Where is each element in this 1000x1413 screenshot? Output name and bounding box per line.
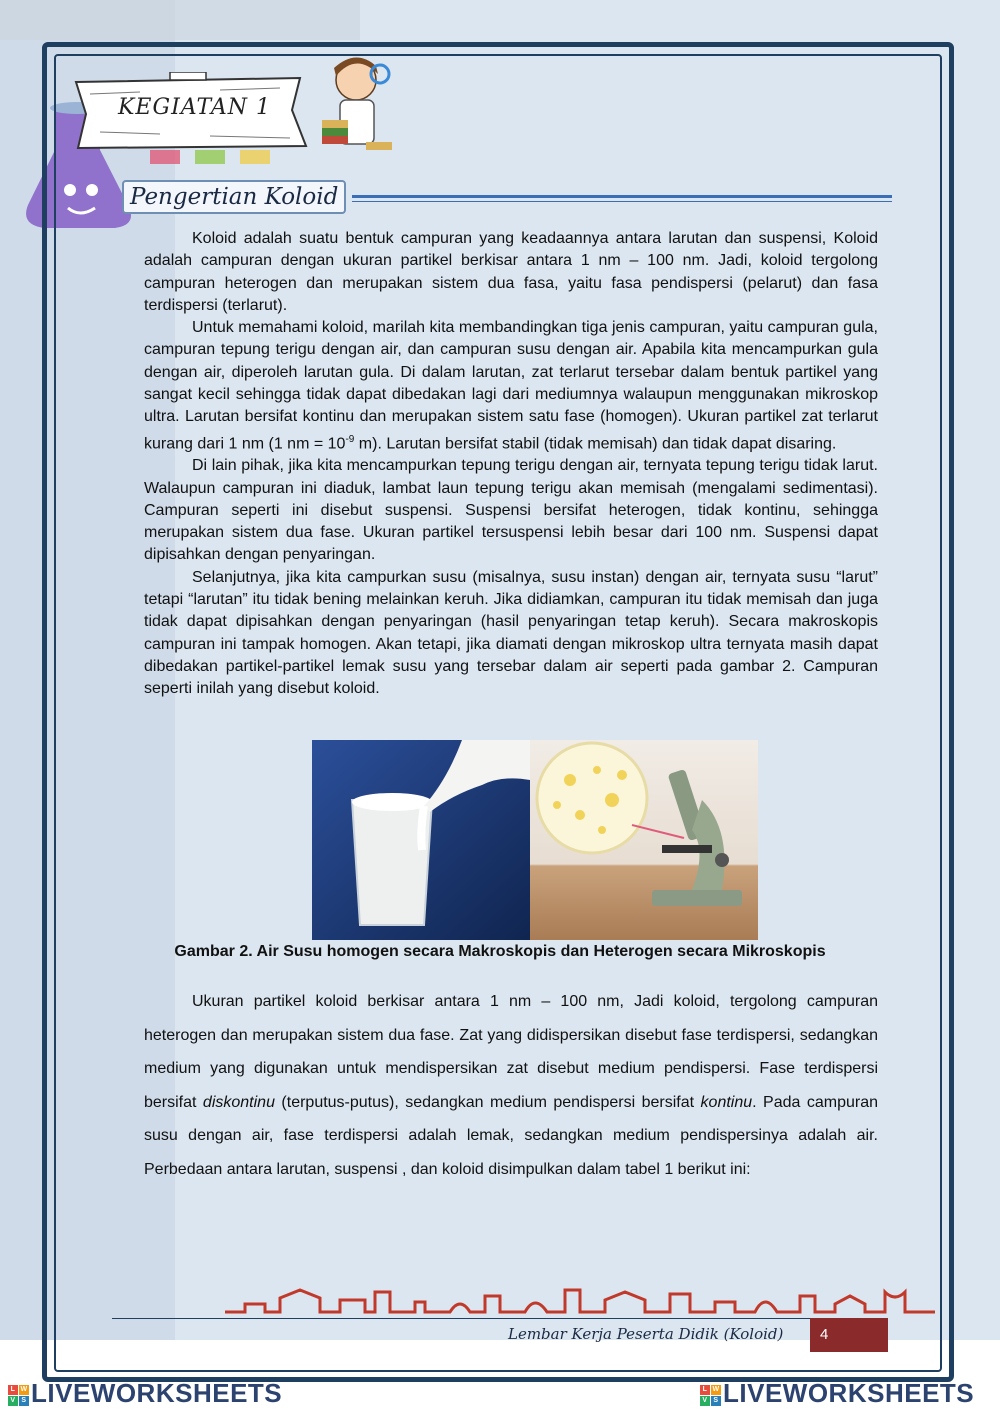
main-text (144, 228, 878, 701)
italic-term: diskontinu (202, 1093, 275, 1111)
footer-rule (112, 1318, 887, 1319)
paragraph-text: m). Larutan bersifat stabil (tidak memisah) dan tidak dapat disaring. (354, 435, 837, 452)
paragraph-text: (terputus-putus), sedangkan medium pendispersi bersifat (274, 1093, 701, 1111)
liveworksheets-mark-icon: L W V S (8, 1385, 29, 1406)
scientist-illustration (318, 50, 398, 160)
section-title: Pengertian Koloid (122, 180, 346, 214)
exponent: -9 (345, 433, 355, 445)
liveworksheets-logo-right[interactable] (700, 1378, 974, 1409)
paragraph (144, 985, 878, 1187)
paragraph (144, 317, 878, 455)
paragraph-text: Ukuran partikel koloid berkisar antara 1 nm – 100 nm, Jadi koloid, tergolong campuran heterogen dan merupakan sistem dua fase. Zat yang didispersikan disebut fase terdispersi, sedangkan medium yang digunakan untuk mendispersikan zat disebut medium pendispersi. Fase terdispersi bersifat (144, 993, 878, 1111)
house-skyline-decoration (225, 1282, 935, 1318)
page-number: 4 (810, 1318, 888, 1352)
liveworksheets-mark-icon: L W V S (700, 1385, 721, 1406)
main-text-continued (144, 985, 878, 1187)
brand-name: LIVEWORKSHEETS (31, 1378, 283, 1408)
liveworksheets-logo-left[interactable] (8, 1378, 282, 1409)
brand-name: LIVEWORKSHEETS (723, 1378, 975, 1408)
paragraph: Selanjutnya, jika kita campurkan susu (misalnya, susu instan) dengan air, ternyata susu “larut” tetapi “larutan” itu tidak bening melainkan keruh. Jika didiamkan, campuran itu tidak memisah dan juga tidak dapat dipisahkan dengan penyaringan (hasil penyaringan tetap keruh). Secara makroskopis campuran ini tampak homogen. Akan tetapi, jika diamati dengan mikroskop ultra ternyata masih dapat dibedakan partikel-partikel lemak susu yang tersebar dalam air seperti pada gambar 2. Campuran seperti inilah yang disebut koloid. (144, 568, 878, 698)
paragraph-text: Untuk memahami koloid, marilah kita membandingkan tiga jenis campuran, yaitu campuran gula, campuran tepung terigu dengan air, dan campuran susu dengan air. Apabila kita mencampurkan gula dengan air, diperoleh larutan gula. Di dalam larutan, zat terlarut tersebar dalam bentuk partikel yang sangat kecil sehingga tidak dapat dibedakan lagi dari mediumnya walaupun menggunakan mikroskop ultra. Larutan bersifat kontinu dan merupakan sistem satu fase (homogen). Ukuran partikel zat terlarut kurang dari 1 nm (1 nm = 10 (144, 319, 878, 452)
title-underline-thin (352, 201, 892, 202)
footer-title: Lembar Kerja Peserta Didik (Koloid) (508, 1325, 784, 1343)
activity-label: KEGIATAN 1 (118, 95, 272, 120)
paragraph-text: . Pada campuran susu dengan air, fase terdispersi adalah lemak, sedangkan medium pendispersinya adalah air. Perbedaan antara larutan, suspensi , dan koloid disimpulkan dalam tabel 1 berikut ini: (144, 1093, 878, 1178)
milk-and-microscope-image (312, 740, 758, 940)
figure-caption: Gambar 2. Air Susu homogen secara Makroskopis dan Heterogen secara Mikroskopis (174, 943, 826, 960)
paragraph: Di lain pihak, jika kita mencampurkan tepung terigu dengan air, ternyata tepung terigu tidak larut. Walaupun campuran ini diaduk, lambat laun tepung terigu akan memisah (mengalami sedimentasi). Campuran seperti ini disebut suspensi. Suspensi bersifat heterogen, tidak kontinu, sehingga merupakan sistem dua fase. Ukuran partikel tersuspensi lebih besar dari 100 nm. Suspensi dapat dipisahkan dengan penyaringan. (144, 457, 878, 564)
italic-term: kontinu (700, 1093, 753, 1111)
paragraph: Koloid adalah suatu bentuk campuran yang keadaannya antara larutan dan suspensi, Koloid adalah campuran dengan ukuran partikel berkisar antara 1 nm – 100 nm. Jadi, koloid tergolong campuran heterogen dan merupakan sistem dua fasa, yaitu fasa pendispersi (pelarut) dan fasa terdispersi (terlarut). (144, 230, 878, 314)
title-underline (352, 195, 892, 198)
